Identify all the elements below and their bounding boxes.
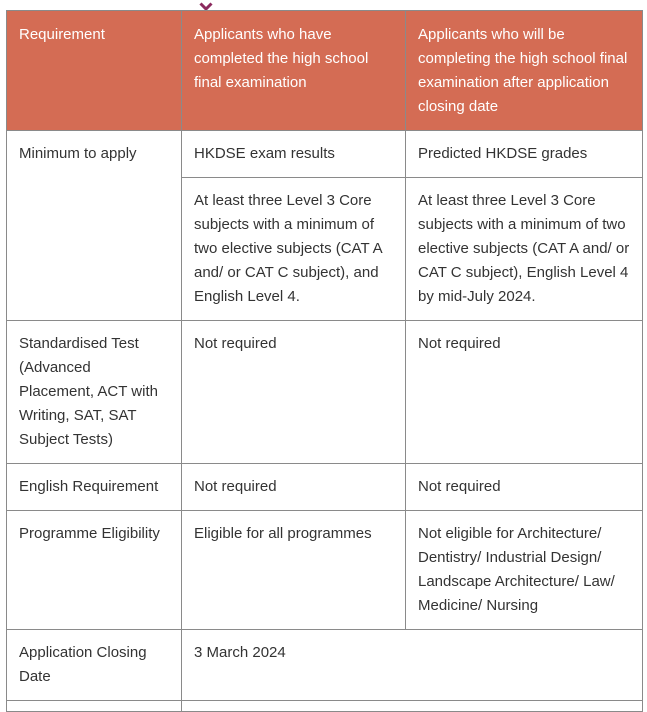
- requirements-table: [6, 10, 643, 712]
- cell-programme-completed: Eligible for all programmes: [182, 511, 406, 630]
- row-label-minimum: Minimum to apply: [7, 131, 182, 321]
- header-completed-exam: Applicants who have completed the high school final examination: [182, 11, 406, 131]
- cell-minimum-completed-detail: At least three Level 3 Core subjects with a minimum of two elective subjects (CAT A and/ or CAT C subject), and English Level 4.: [182, 178, 406, 321]
- row-label-closing-date: Application Closing Date: [7, 630, 182, 701]
- cell-closing-date: 3 March 2024: [182, 630, 643, 701]
- cell-english-predicted: Not required: [406, 464, 643, 511]
- cell-standardised-completed: Not required: [182, 321, 406, 464]
- row-label-programme-eligibility: Programme Eligibility: [7, 511, 182, 630]
- table-row-standardised-test: [7, 321, 643, 464]
- cell-english-completed: Not required: [182, 464, 406, 511]
- table-row-closing-date: [7, 630, 643, 701]
- table-row-minimum: [7, 131, 643, 178]
- table-row-programme-eligibility: [7, 511, 643, 630]
- cell-partial-value: [182, 701, 643, 712]
- cell-programme-predicted: Not eligible for Architecture/ Dentistry/ Industrial Design/ Landscape Architecture/ Law/ Medicine/ Nursing: [406, 511, 643, 630]
- cell-standardised-predicted: Not required: [406, 321, 643, 464]
- header-requirement: Requirement: [7, 11, 182, 131]
- table-row-english: [7, 464, 643, 511]
- cell-minimum-predicted: Predicted HKDSE grades: [406, 131, 643, 178]
- cell-minimum-predicted-detail: At least three Level 3 Core subjects with a minimum of two elective subjects (CAT A and/ or CAT C subject), English Level 4 by mid-July 2024.: [406, 178, 643, 321]
- row-label-standardised-test: Standardised Test (Advanced Placement, ACT with Writing, SAT, SAT Subject Tests): [7, 321, 182, 464]
- row-label-english: English Requirement: [7, 464, 182, 511]
- cell-minimum-completed: HKDSE exam results: [182, 131, 406, 178]
- header-completing-after-closing: Applicants who will be completing the high school final examination after application closing date: [406, 11, 643, 131]
- cell-partial-label: [7, 701, 182, 712]
- table-header-row: [7, 11, 643, 131]
- table-row-partial: [7, 701, 643, 712]
